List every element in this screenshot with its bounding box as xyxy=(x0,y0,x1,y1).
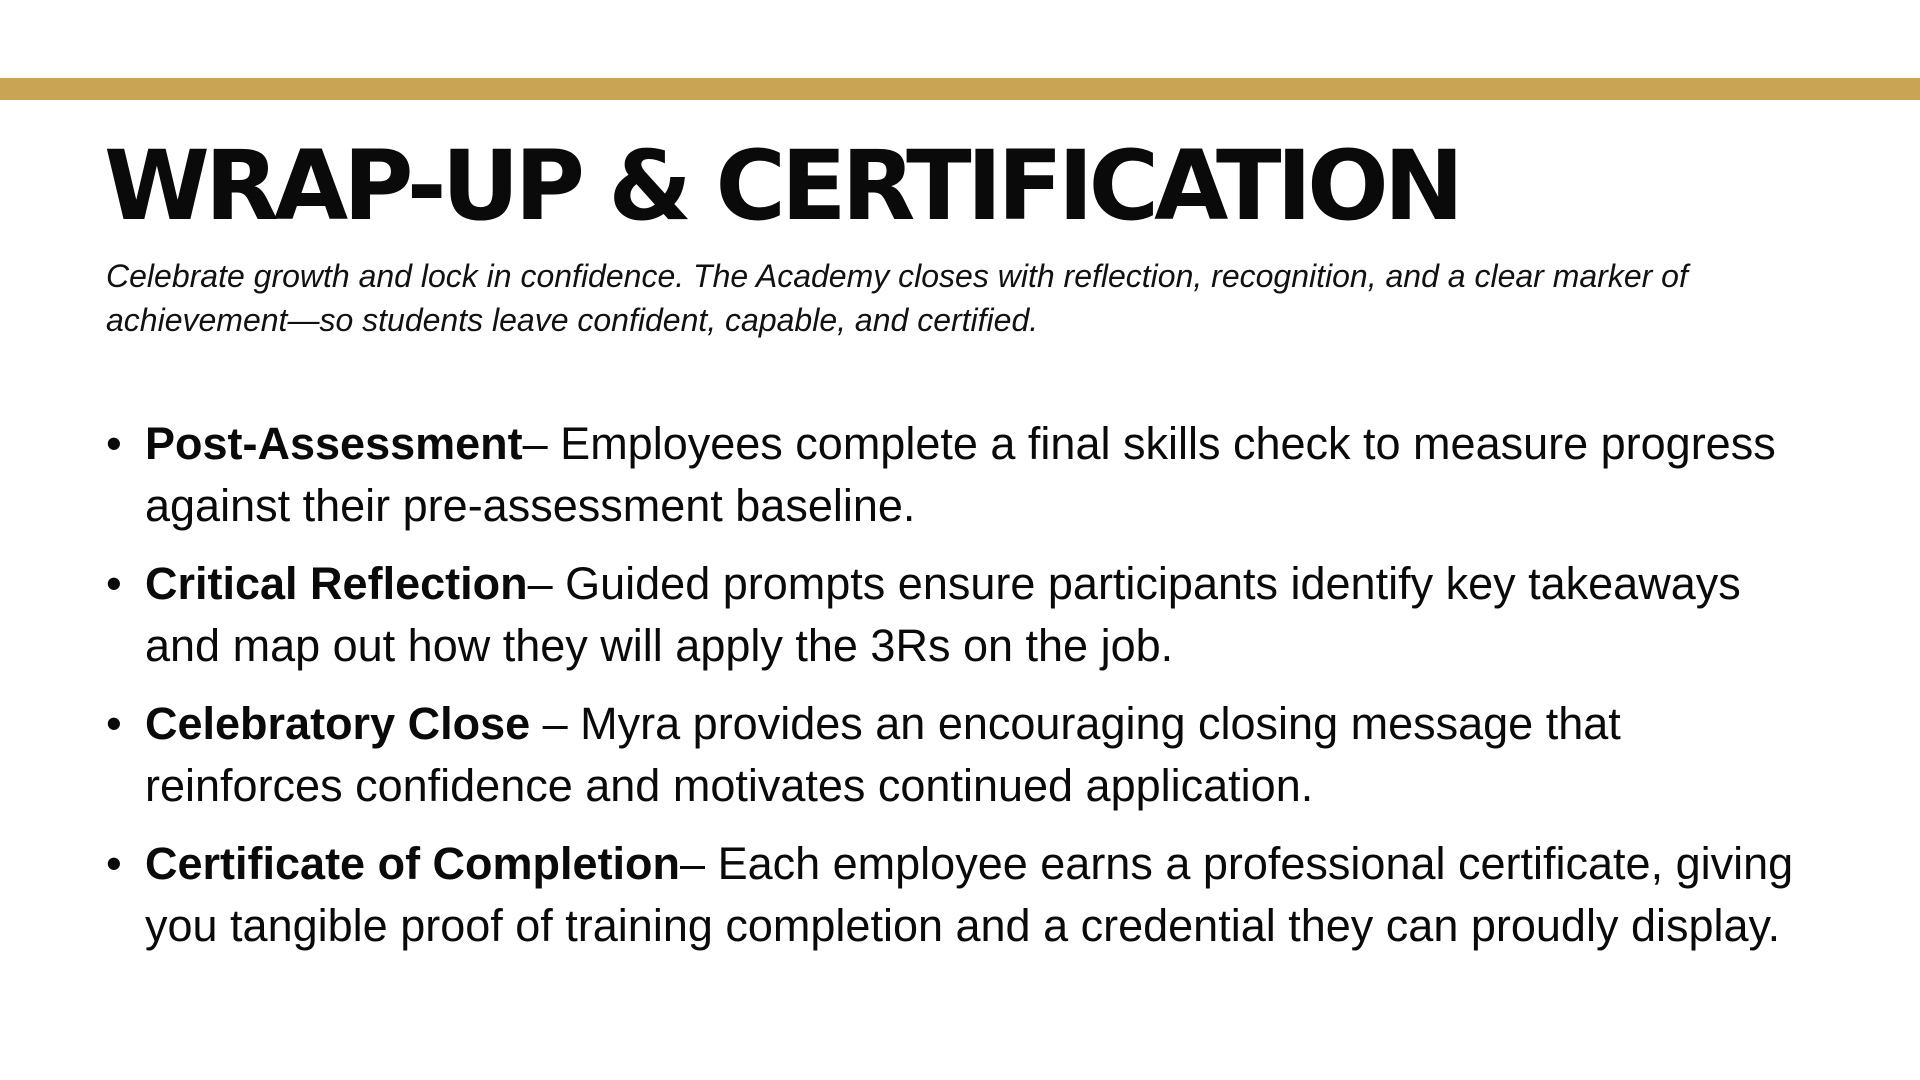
bullet-item-post-assessment xyxy=(104,413,1824,537)
bullet-icon: • xyxy=(106,558,122,609)
bullet-text: – Each employee earns a professional certificate, giving you tangible proof of training completion and a credential they can proudly display. xyxy=(145,838,1794,951)
slide-subtitle: Celebrate growth and lock in confidence. The Academy closes with reflection, recognition, and a clear marker of achievement—so students leave confident, capable, and certified. xyxy=(106,258,1688,338)
slide-title: WRAP-UP & CERTIFICATION xyxy=(104,130,1460,242)
bullet-term: Post-Assessment xyxy=(145,418,523,469)
bullet-icon: • xyxy=(106,838,122,889)
bullet-term: Certificate of Completion xyxy=(145,838,681,889)
bullet-text: – Myra provides an encouraging closing message that reinforces confidence and motivates continued application. xyxy=(145,698,1621,811)
bullet-item-celebratory-close xyxy=(104,693,1824,817)
bullet-icon: • xyxy=(106,698,122,749)
bullet-text: – Guided prompts ensure participants identify key takeaways and map out how they will apply the 3Rs on the job. xyxy=(145,558,1741,671)
bullet-item-certificate-of-completion xyxy=(104,833,1824,957)
bullet-term: Critical Reflection xyxy=(145,558,528,609)
bullet-item-critical-reflection xyxy=(104,553,1824,677)
bullet-text: – Employees complete a final skills check to measure progress against their pre-assessment baseline. xyxy=(145,418,1776,531)
bullet-icon: • xyxy=(106,418,122,469)
bullet-term: Celebratory Close xyxy=(145,698,543,749)
bullet-list xyxy=(104,413,1824,973)
accent-bar xyxy=(0,78,1920,100)
